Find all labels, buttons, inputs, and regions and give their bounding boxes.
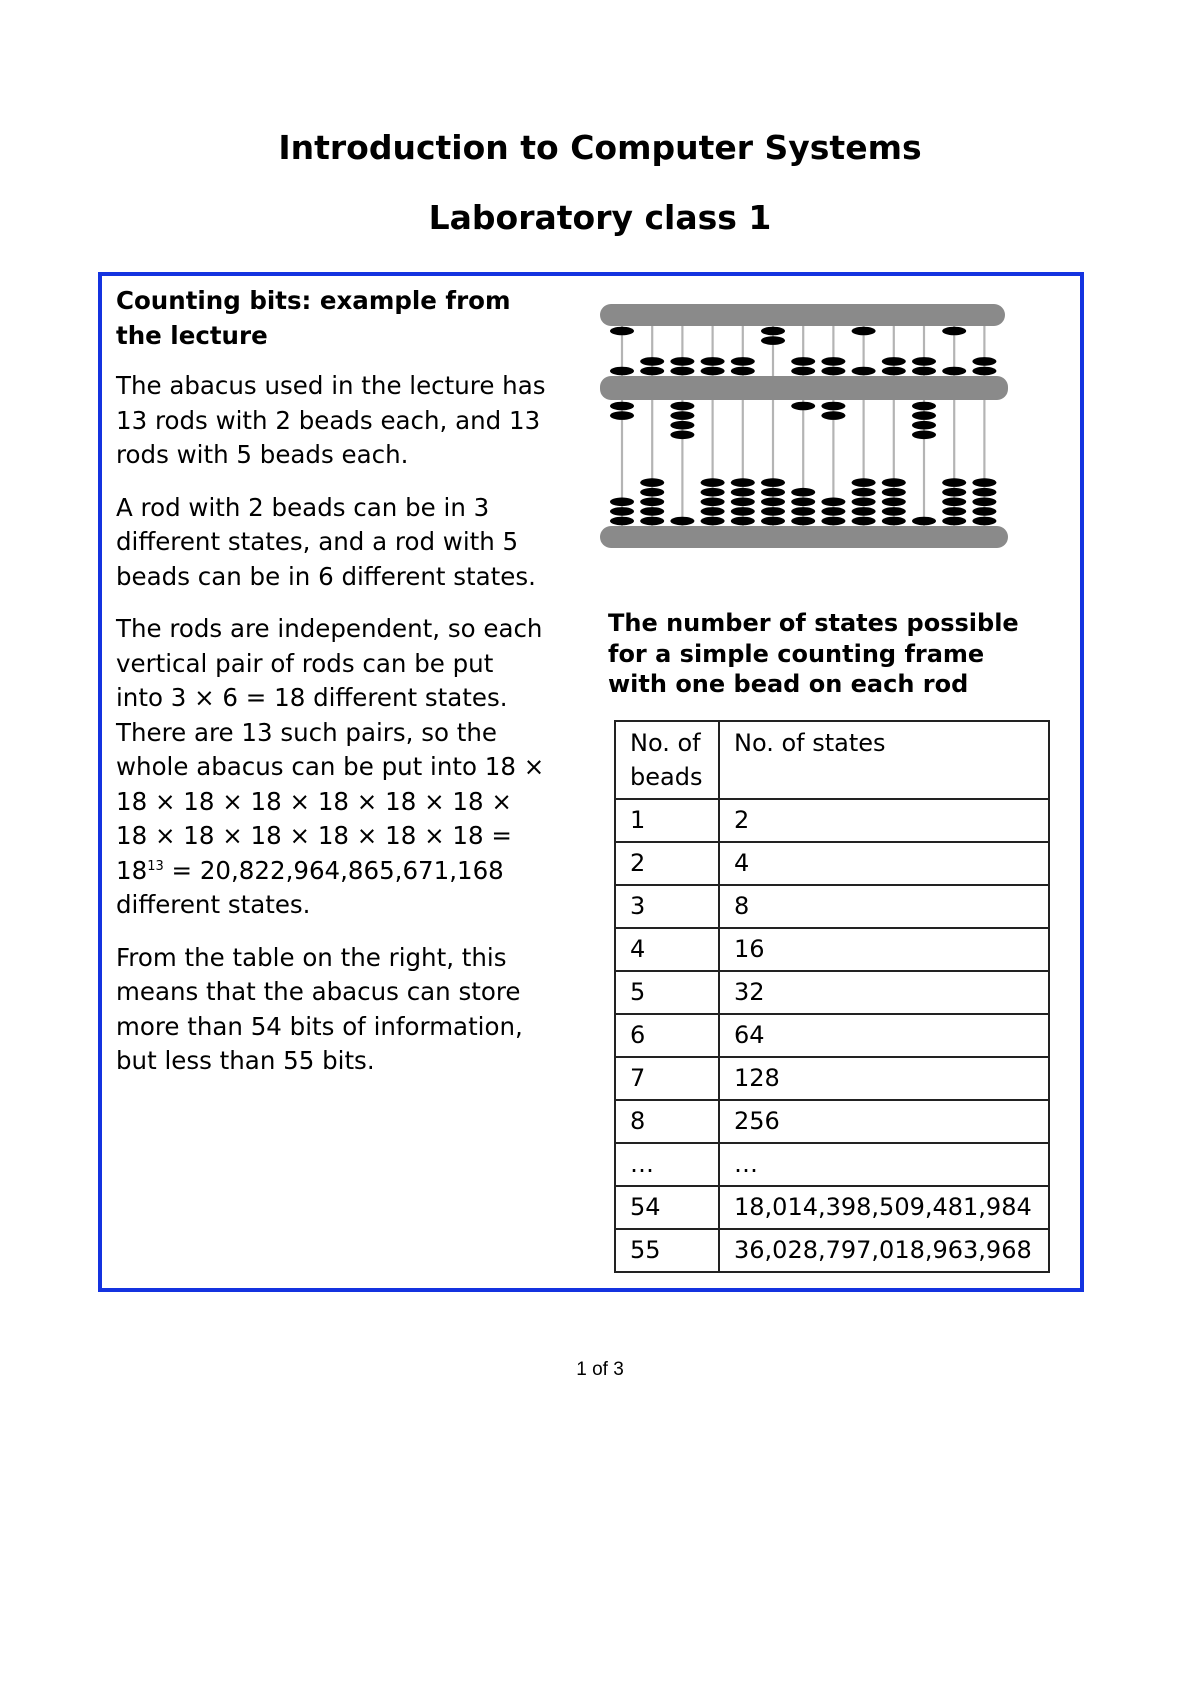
cell-beads: 1 — [615, 799, 719, 842]
abacus-bead — [972, 367, 996, 376]
abacus-bead — [972, 498, 996, 507]
abacus-bead — [640, 478, 664, 487]
abacus-illustration — [598, 298, 1008, 548]
abacus-bead — [791, 488, 815, 497]
abacus-bead — [821, 357, 845, 366]
cell-states: 16 — [719, 928, 1049, 971]
abacus-bead — [610, 411, 634, 420]
table-row — [615, 1100, 1049, 1143]
cell-beads: 5 — [615, 971, 719, 1014]
abacus-bead — [882, 517, 906, 526]
cell-states: 128 — [719, 1057, 1049, 1100]
abacus-bead — [942, 488, 966, 497]
abacus-bead — [701, 367, 725, 376]
abacus-bead — [640, 507, 664, 516]
cell-beads: 54 — [615, 1186, 719, 1229]
abacus-bead — [610, 367, 634, 376]
abacus-bead — [942, 498, 966, 507]
abacus-bead — [761, 336, 785, 345]
abacus-bead — [761, 327, 785, 336]
abacus-bead — [942, 507, 966, 516]
abacus-bead — [670, 411, 694, 420]
abacus-bead — [701, 517, 725, 526]
abacus-bead — [882, 357, 906, 366]
cell-states: 2 — [719, 799, 1049, 842]
table-row — [615, 842, 1049, 885]
abacus-bead — [821, 411, 845, 420]
abacus-bead — [670, 421, 694, 430]
table-caption: The number of states possible for a simple counting frame with one bead on each rod — [608, 609, 1019, 698]
abacus-bead — [791, 498, 815, 507]
abacus-bead — [852, 507, 876, 516]
page-subtitle: Laboratory class 1 — [428, 198, 772, 237]
abacus-bead — [852, 367, 876, 376]
abacus-bead — [912, 367, 936, 376]
abacus-bead — [640, 498, 664, 507]
table-header-row — [615, 721, 1049, 799]
abacus-bead — [912, 357, 936, 366]
abacus-bead — [640, 488, 664, 497]
abacus-bead — [640, 367, 664, 376]
abacus-bead — [852, 517, 876, 526]
abacus-bead — [852, 478, 876, 487]
abacus-frame-bar — [600, 304, 1005, 326]
abacus-bead — [882, 478, 906, 487]
table-row — [615, 1014, 1049, 1057]
abacus-bead — [942, 327, 966, 336]
abacus-bead — [701, 488, 725, 497]
cell-beads: 7 — [615, 1057, 719, 1100]
abacus-bead — [791, 402, 815, 411]
cell-beads: 6 — [615, 1014, 719, 1057]
abacus-bead — [731, 478, 755, 487]
abacus-bead — [791, 517, 815, 526]
abacus-bead — [731, 507, 755, 516]
cell-states: 36,028,797,018,963,968 — [719, 1229, 1049, 1272]
abacus-bead — [791, 357, 815, 366]
abacus-bead — [761, 478, 785, 487]
table-row — [615, 1186, 1049, 1229]
cell-states: 32 — [719, 971, 1049, 1014]
cell-states: 4 — [719, 842, 1049, 885]
cell-states: 8 — [719, 885, 1049, 928]
table-row — [615, 1143, 1049, 1186]
paragraph-text: = 20,822,964,865,671,168 different states. — [116, 855, 504, 919]
abacus-bead — [912, 402, 936, 411]
cell-states: 18,014,398,509,481,984 — [719, 1186, 1049, 1229]
abacus-bead — [610, 327, 634, 336]
abacus-bead — [761, 488, 785, 497]
cell-states: 256 — [719, 1100, 1049, 1143]
table-row — [615, 1229, 1049, 1272]
abacus-bead — [821, 402, 845, 411]
abacus-bead — [821, 507, 845, 516]
table-row — [615, 799, 1049, 842]
paragraph-text: The rods are independent, so each vertical pair of rods can be put into 3 × 6 = 18 different states. There are 13 such pairs, so the whole abacus can be put into 18 × 18 × 18 × 18 × 18 × 18 × 18 × 18 × 18 × 18 × 18 × 18 × 18 = 18 — [116, 614, 545, 885]
abacus-bead — [882, 488, 906, 497]
abacus-frame-bar — [600, 376, 1008, 400]
cell-beads: 2 — [615, 842, 719, 885]
abacus-bead — [670, 402, 694, 411]
cell-beads: 4 — [615, 928, 719, 971]
abacus-bead — [912, 421, 936, 430]
abacus-bead — [701, 478, 725, 487]
abacus-bead — [670, 367, 694, 376]
abacus-bead — [821, 367, 845, 376]
paragraph-independent-rods — [116, 612, 546, 923]
abacus-bead — [942, 517, 966, 526]
abacus-bead — [942, 367, 966, 376]
cell-beads: 55 — [615, 1229, 719, 1272]
abacus-bead — [761, 517, 785, 526]
abacus-bead — [610, 517, 634, 526]
table-row — [615, 971, 1049, 1014]
abacus-bead — [640, 357, 664, 366]
abacus-bead — [882, 507, 906, 516]
abacus-bead — [610, 507, 634, 516]
abacus-bead — [972, 488, 996, 497]
abacus-bead — [972, 517, 996, 526]
abacus-bead — [821, 517, 845, 526]
abacus-bead — [731, 498, 755, 507]
cell-beads: … — [615, 1143, 719, 1186]
cell-states: 64 — [719, 1014, 1049, 1057]
abacus-bead — [731, 488, 755, 497]
abacus-bead — [640, 517, 664, 526]
abacus-bead — [972, 357, 996, 366]
abacus-bead — [821, 498, 845, 507]
abacus-bead — [731, 517, 755, 526]
abacus-bead — [670, 431, 694, 440]
cell-beads: 3 — [615, 885, 719, 928]
states-table — [614, 720, 1050, 1273]
exponent: 13 — [147, 858, 164, 874]
abacus-bead — [701, 507, 725, 516]
page-title: Introduction to Computer Systems — [278, 128, 922, 167]
abacus-bead — [972, 478, 996, 487]
abacus-bead — [912, 411, 936, 420]
abacus-bead — [670, 357, 694, 366]
table-row — [615, 1057, 1049, 1100]
abacus-bead — [882, 498, 906, 507]
abacus-bead — [912, 431, 936, 440]
abacus-bead — [852, 498, 876, 507]
left-column — [116, 284, 546, 1097]
paragraph-rod-states: A rod with 2 beads can be in 3 different states, and a rod with 5 beads can be in 6 different states. — [116, 492, 536, 591]
abacus-bead — [791, 507, 815, 516]
abacus-bead — [701, 498, 725, 507]
abacus-bead — [852, 488, 876, 497]
cell-states: … — [719, 1143, 1049, 1186]
abacus-bead — [761, 507, 785, 516]
paragraph-bits-conclusion: From the table on the right, this means that the abacus can store more than 54 bits of information, but less than 55 bits. — [116, 942, 523, 1075]
header-states: No. of states — [719, 721, 1049, 799]
content-box — [98, 272, 1084, 1292]
section-heading: Counting bits: example from the lecture — [116, 286, 511, 350]
abacus-bead — [852, 327, 876, 336]
abacus-bead — [942, 478, 966, 487]
table-row — [615, 885, 1049, 928]
abacus-bead — [882, 367, 906, 376]
abacus-bead — [761, 498, 785, 507]
header-beads: No. of beads — [615, 721, 719, 799]
abacus-bead — [731, 357, 755, 366]
abacus-bead — [610, 402, 634, 411]
abacus-bead — [701, 357, 725, 366]
abacus-bead — [912, 517, 936, 526]
abacus-bead — [972, 507, 996, 516]
abacus-frame-bar — [600, 526, 1008, 548]
page-number: 1 of 3 — [576, 1359, 624, 1380]
abacus-bead — [670, 517, 694, 526]
abacus-bead — [731, 367, 755, 376]
cell-beads: 8 — [615, 1100, 719, 1143]
abacus-bead — [610, 498, 634, 507]
paragraph-abacus-rods: The abacus used in the lecture has 13 rods with 2 beads each, and 13 rods with 5 beads each. — [116, 371, 546, 469]
abacus-bead — [791, 367, 815, 376]
table-row — [615, 928, 1049, 971]
